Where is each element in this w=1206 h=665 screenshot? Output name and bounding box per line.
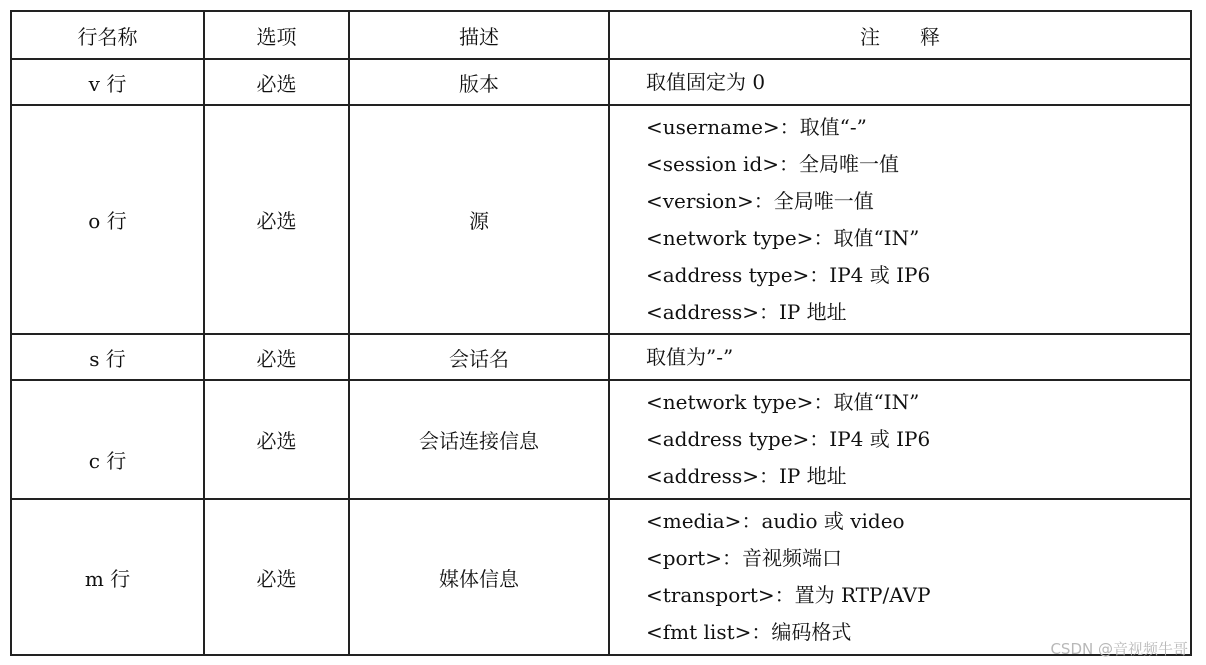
watermark: CSDN @音视频牛哥 — [1050, 640, 1188, 658]
row-description: 媒体信息 — [349, 499, 609, 655]
note-line: <network type>：取值“IN” — [646, 390, 920, 414]
row-option: 必选 — [204, 105, 349, 334]
row-option: 必选 — [204, 59, 349, 105]
table-row — [11, 380, 1191, 499]
table-row — [11, 334, 1191, 380]
row-name: s 行 — [11, 334, 204, 380]
row-name: c 行 — [11, 380, 204, 499]
table-row — [11, 59, 1191, 105]
note-line: 取值为”-” — [646, 344, 734, 369]
sdp-fields-table — [10, 10, 1192, 656]
note-line: <media>：audio 或 video — [646, 509, 905, 533]
row-description: 会话名 — [349, 334, 609, 380]
note-line: <transport>：置为 RTP/AVP — [646, 583, 931, 607]
note-line: <address>：IP 地址 — [646, 464, 847, 488]
row-option: 必选 — [204, 380, 349, 499]
row-notes — [609, 59, 1191, 105]
note-line: 取值固定为 0 — [646, 69, 766, 94]
row-name: v 行 — [11, 59, 204, 105]
table-row — [11, 499, 1191, 655]
row-notes — [609, 105, 1191, 334]
row-notes — [609, 334, 1191, 380]
row-notes — [609, 499, 1191, 655]
row-notes — [609, 380, 1191, 499]
header-notes: 注 释 — [609, 11, 1191, 59]
header-row-name: 行名称 — [11, 11, 204, 59]
header-option: 选项 — [204, 11, 349, 59]
note-line: <port>：音视频端口 — [646, 546, 842, 570]
row-option: 必选 — [204, 334, 349, 380]
row-name: o 行 — [11, 105, 204, 334]
row-description: 会话连接信息 — [349, 380, 609, 499]
note-line: <address type>：IP4 或 IP6 — [646, 427, 931, 451]
note-line: <address>：IP 地址 — [646, 299, 847, 324]
table-row — [11, 105, 1191, 334]
header-description: 描述 — [349, 11, 609, 59]
row-option: 必选 — [204, 499, 349, 655]
note-line: <username>：取值“-” — [646, 114, 867, 139]
note-line: <network type>：取值“IN” — [646, 225, 920, 250]
row-description: 版本 — [349, 59, 609, 105]
note-line: <fmt list>：编码格式 — [646, 620, 852, 644]
note-line: <version>：全局唯一值 — [646, 188, 874, 213]
note-line: <session id>：全局唯一值 — [646, 151, 900, 176]
table-header-row — [11, 11, 1191, 59]
note-line: <address type>：IP4 或 IP6 — [646, 262, 931, 287]
row-name: m 行 — [11, 499, 204, 655]
row-description: 源 — [349, 105, 609, 334]
